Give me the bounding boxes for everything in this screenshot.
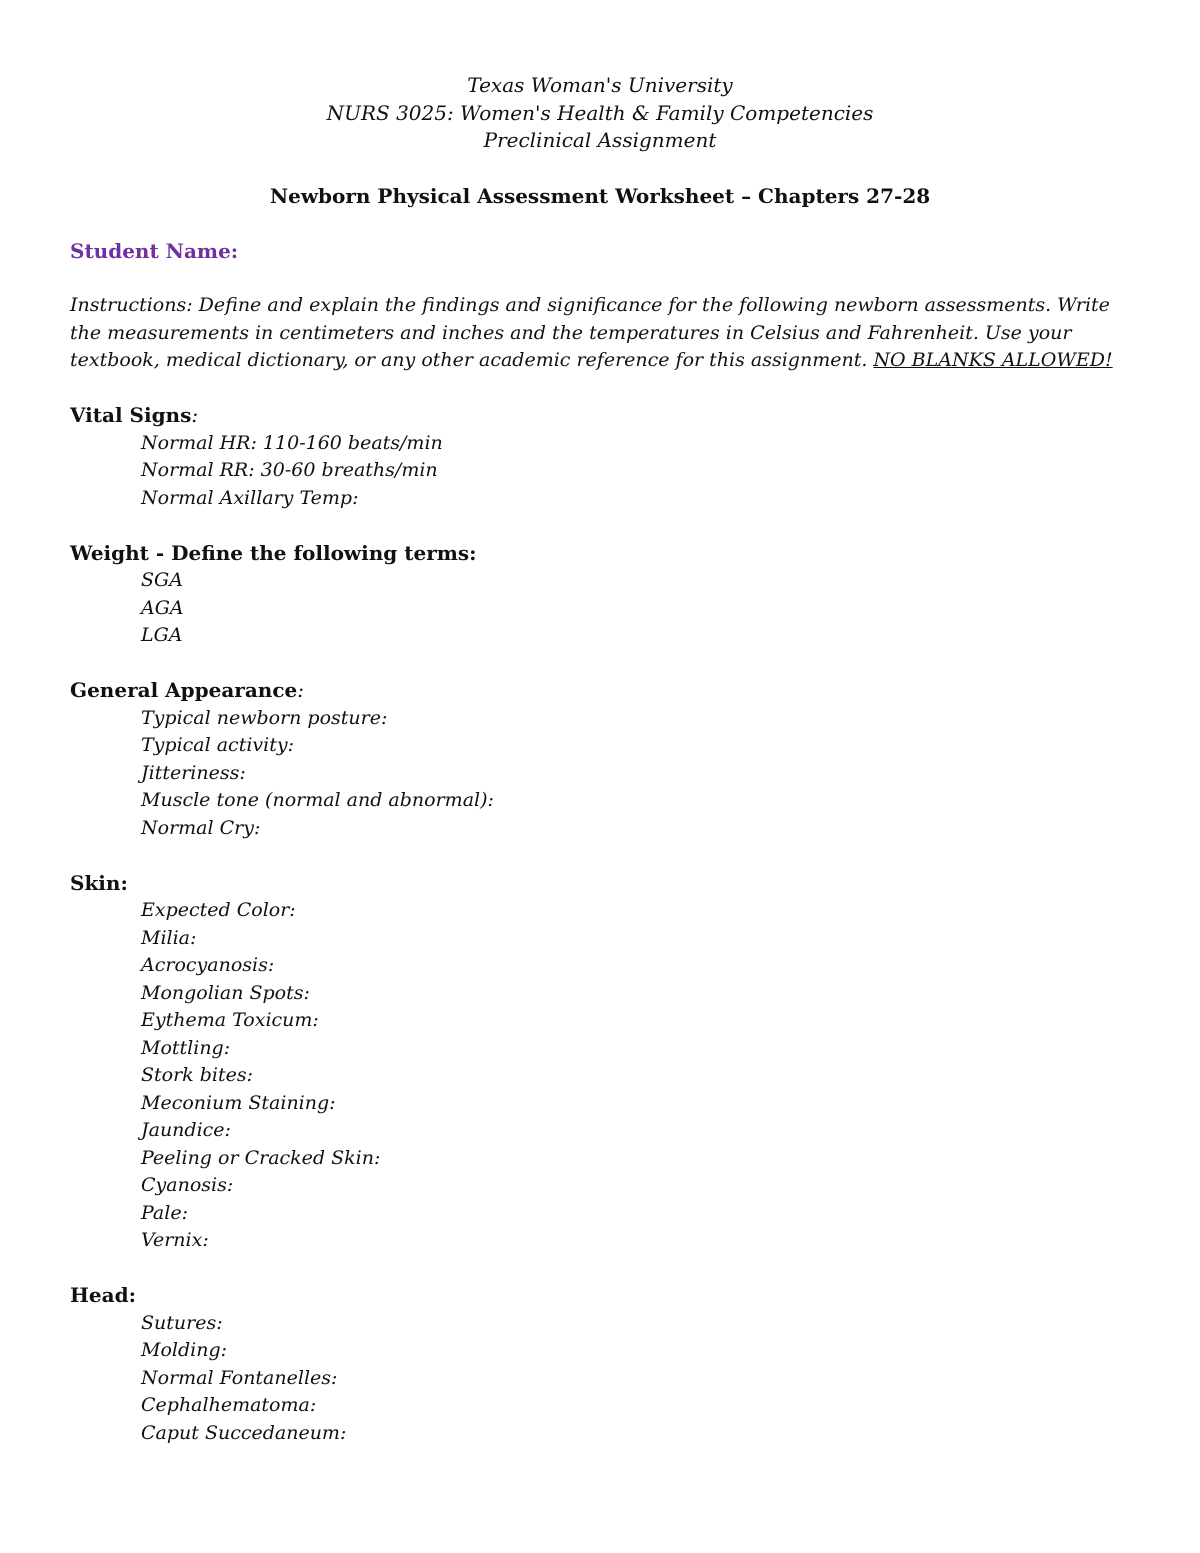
section-heading-suffix: : [191,403,199,427]
assessment-item: Milia: [141,926,197,949]
student-name-label: Student Name: [70,239,239,263]
assessment-item: Caput Succedaneum: [141,1421,347,1444]
assessment-item: LGA [141,624,183,646]
assessment-item: Jitteriness: [141,761,246,784]
course-name: NURS 3025: Women's Health & Family Competencies [326,100,874,125]
worksheet-title: Newborn Physical Assessment Worksheet – Chapters 27-28 [269,184,931,208]
section-heading-text: Head: [70,1283,136,1307]
assessment-item: Cephalhematoma: [141,1394,317,1416]
section-vital-signs [70,402,1134,512]
section-head [70,1282,1134,1447]
instructions [70,292,1134,375]
section-heading-text: Weight - Define the following terms: [70,540,477,565]
assessment-item: Typical newborn posture: [141,706,388,729]
section-general-appearance [70,677,1134,842]
assessment-item: Stork bites: [141,1064,253,1086]
assessment-item: Sutures: [141,1311,223,1334]
section-heading [70,540,1134,568]
section-weight-define-the-following-terms [70,540,1134,650]
assessment-item: Acrocyanosis: [141,954,275,976]
instructions-text: Instructions: Define and explain the findings and significance for the following newborn assessments. Write the measurements in centimeters and inches and the temperatures in Celsius and Fahrenheit. Use your textbook, medical dictionary, or any other academic reference for this assignment. [70,294,1110,371]
instructions-emphasis: NO BLANKS ALLOWED! [873,349,1113,371]
assessment-item: Normal Cry: [141,816,261,839]
assessment-item: Muscle tone (normal and abnormal): [141,789,494,811]
section-heading-text: Vital Signs [70,403,192,427]
section-heading [70,402,1134,430]
document-header [0,72,1200,155]
assessment-item: Vernix: [141,1229,209,1251]
assessment-sections [70,402,1134,1475]
assignment-type: Preclinical Assignment [483,128,717,152]
section-heading [70,677,1134,705]
university-name: Texas Woman's University [467,73,733,97]
section-heading [70,870,1134,898]
assessment-item: Expected Color: [141,899,296,921]
assessment-item: Pale: [141,1201,188,1224]
section-heading-suffix: : [297,678,304,702]
assessment-item: Normal Axillary Temp: [141,486,359,509]
assessment-item: Eythema Toxicum: [141,1009,319,1031]
assessment-item: Mottling: [141,1036,231,1059]
section-skin [70,870,1134,1255]
section-heading-text: General Appearance [70,678,298,702]
assessment-item: Normal RR: 30-60 breaths/min [141,459,438,481]
assessment-item: Peeling or Cracked Skin: [141,1146,381,1169]
assessment-item: Normal HR: 110-160 beats/min [141,431,443,454]
assessment-item: Meconium Staining: [141,1091,336,1114]
assessment-item: Jaundice: [141,1119,231,1141]
assessment-item: AGA [141,596,184,619]
assessment-item: Molding: [141,1339,228,1361]
assessment-item: SGA [141,569,183,591]
section-heading [70,1282,1134,1310]
assessment-item: Cyanosis: [141,1174,234,1196]
assessment-item: Mongolian Spots: [141,981,310,1004]
assessment-item: Normal Fontanelles: [141,1366,338,1389]
section-heading-text: Skin: [70,870,128,895]
assessment-item: Typical activity: [141,734,294,756]
